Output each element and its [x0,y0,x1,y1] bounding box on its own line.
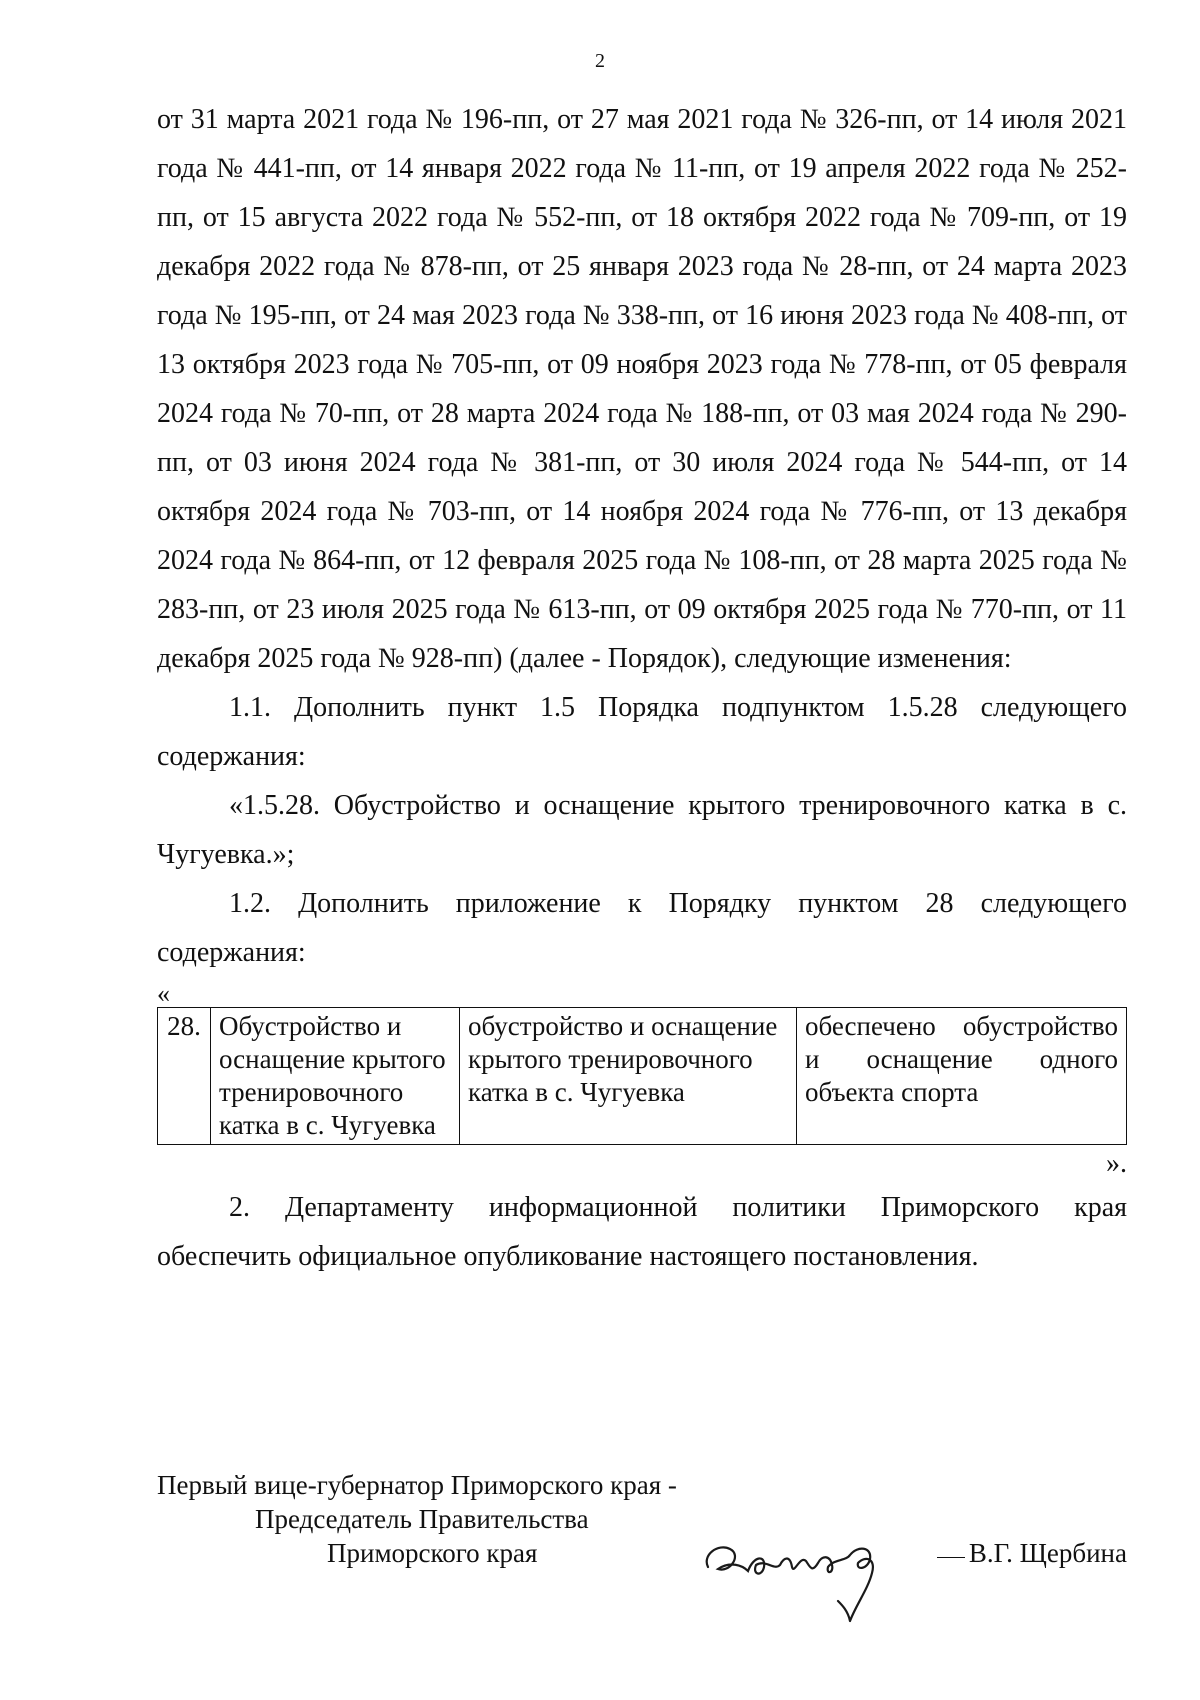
row-description-cell: обустройство и оснащение крытого тренировочного катка в с. Чугуевка [460,1008,797,1145]
signature-block [157,1468,1127,1570]
amendments-list-paragraph: от 31 марта 2021 года № 196-пп, от 27 мая 2021 года № 326-пп, от 14 июля 2021 года № 441-пп, от 14 января 2022 года № 11-пп, от 19 апреля 2022 года № 252-пп, от 15 августа 2022 года № 552-пп, от 18 октября 2022 года № 709-пп, от 19 декабря 2022 года № 878-пп, от 25 января 2023 года № 28-пп, от 24 марта 2023 года № 195-пп, от 24 мая 2023 года № 338-пп, от 16 июня 2023 года № 408-пп, от 13 октября 2023 года № 705-пп, от 09 ноября 2023 года № 778-пп, от 05 февраля 2024 года № 70-пп, от 28 марта 2024 года № 188-пп, от 03 мая 2024 года № 290-пп, от 03 июня 2024 года № 381-пп, от 30 июля 2024 года № 544-пп, от 14 октября 2024 года № 703-пп, от 14 ноября 2024 года № 776-пп, от 13 декабря 2024 года № 864-пп, от 12 февраля 2025 года № 108-пп, от 28 марта 2025 года № 283-пп, от 23 июля 2025 года № 613-пп, от 09 октября 2025 года № 770-пп, от 11 декабря 2025 года № 928-пп) (далее - Порядок), следующие изменения: [157,104,1127,674]
row-name-cell: Обустройство и оснащение крытого тренировочного катка в с. Чугуевка [211,1008,460,1145]
item-1-1-quote: «1.5.28. Обустройство и оснащение крытого тренировочного катка в с. Чугуевка.»; [157,790,1127,870]
signatory-name-text: В.Г. Щербина [968,1538,1127,1568]
page-number: 2 [595,50,605,72]
handwritten-signature [700,1525,930,1635]
row-result-cell: обеспечено обустройство и оснащение одного объекта спорта [797,1008,1127,1145]
signature-underline [937,1557,965,1558]
table-row [158,1008,1127,1145]
signatory-name [937,1536,1127,1570]
signatory-title-line1: Первый вице-губернатор Приморского края - [157,1470,677,1500]
signatory-title-line3: Приморского края [327,1538,538,1568]
appendix-table [157,1007,1127,1145]
table-open-quote: « [157,979,170,1008]
item-1-2: 1.2. Дополнить приложение к Порядку пунктом 28 следующего содержания: [157,888,1127,968]
row-number-cell: 28. [158,1008,211,1145]
table-close-quote: ». [1106,1148,1127,1179]
document-body [157,95,1127,1281]
item-1-1: 1.1. Дополнить пункт 1.5 Порядка подпунктом 1.5.28 следующего содержания: [157,692,1127,772]
item-2: 2. Департаменту информационной политики Приморского края обеспечить официальное опубликование настоящего постановления. [157,1192,1127,1272]
signatory-title-line2: Председатель Правительства [255,1504,589,1534]
